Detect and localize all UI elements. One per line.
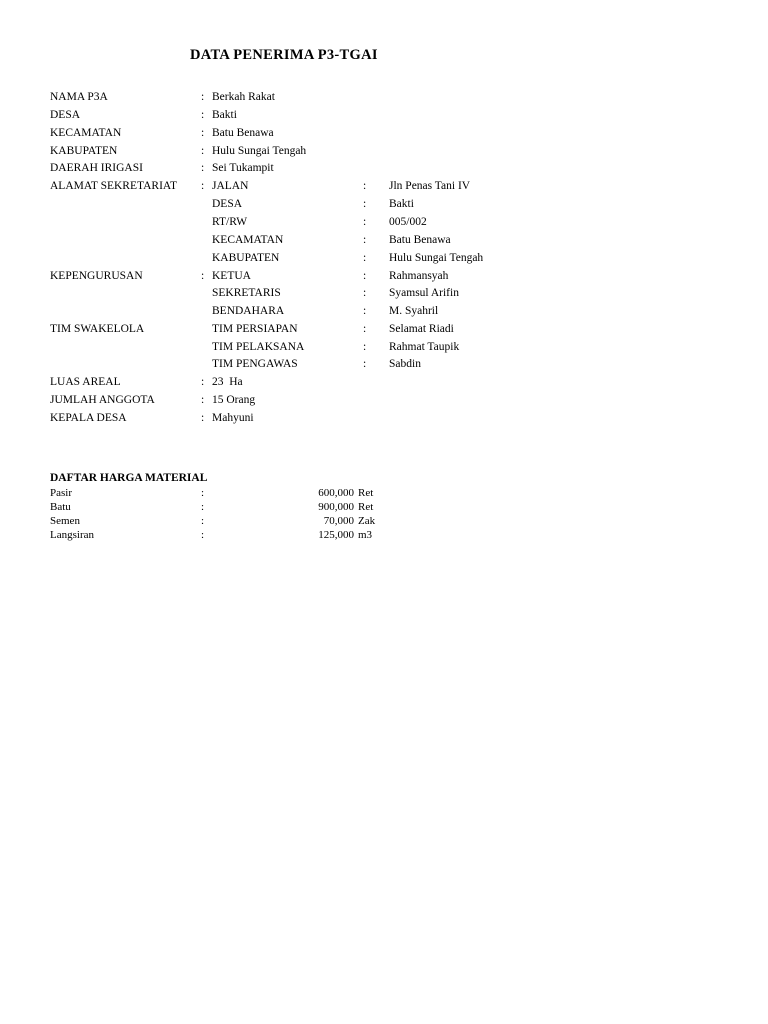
sub-value: M. Syahril [389,305,439,317]
separator: : [363,323,367,335]
separator: : [363,234,367,246]
info-row-tim-pengawas [0,358,768,376]
info-row-kabupaten [0,145,768,163]
info-row-desa [0,109,768,127]
sub-label: KECAMATAN [212,234,284,246]
material-unit: Ret [358,487,374,499]
info-row-alamat-rtrw [0,216,768,234]
separator: : [363,180,367,192]
field-label: KECAMATAN [50,127,122,139]
material-unit: Ret [358,501,374,513]
field-value: Berkah Rakat [212,91,275,103]
field-label: JUMLAH ANGGOTA [50,394,155,406]
sub-label: TIM PENGAWAS [212,358,298,370]
sub-value: Sabdin [389,358,421,370]
sub-value: Jln Penas Tani IV [389,180,471,192]
field-label: DAERAH IRIGASI [50,162,143,174]
info-row-jumlah-anggota [0,394,768,412]
field-value: Mahyuni [212,412,254,424]
separator: : [201,515,205,527]
material-unit: Zak [358,515,376,527]
separator: : [201,162,205,174]
material-price: 70,000 [323,515,354,527]
separator: : [201,91,205,103]
separator: : [201,487,205,499]
sub-label: KABUPATEN [212,252,280,264]
material-row [0,487,768,501]
material-name: Pasir [50,487,72,499]
sub-value: Rahmansyah [389,270,449,282]
info-row-kecamatan [0,127,768,145]
separator: : [201,394,205,406]
sub-value: Hulu Sungai Tengah [389,252,484,264]
separator: : [201,109,205,121]
sub-label: JALAN [212,180,249,192]
separator: : [201,145,205,157]
info-row-daerah-irigasi [0,162,768,180]
sub-value: Syamsul Arifin [389,287,459,299]
separator: : [363,270,367,282]
sub-label: DESA [212,198,243,210]
info-row-sekretaris [0,287,768,305]
sub-label: BENDAHARA [212,305,285,317]
separator: : [363,305,367,317]
sub-label: TIM PELAKSANA [212,341,305,353]
info-row-alamat-kecamatan [0,234,768,252]
info-row-bendahara [0,305,768,323]
info-row-kepengurusan-ketua [0,270,768,288]
field-label: KABUPATEN [50,145,118,157]
info-row-kepala-desa [0,412,768,430]
field-value: Hulu Sungai Tengah [212,145,307,157]
field-value: 23 Ha [212,376,243,388]
material-price: 600,000 [318,487,354,499]
info-row-tim-persiapan [0,323,768,341]
field-value: 15 Orang [212,394,256,406]
sub-value: Rahmat Taupik [389,341,460,353]
field-value: Batu Benawa [212,127,274,139]
info-row-tim-pelaksana [0,341,768,359]
material-name: Batu [50,501,71,513]
material-row [0,529,768,543]
material-row [0,515,768,529]
sub-label: TIM PERSIAPAN [212,323,298,335]
info-row-nama-p3a [0,91,768,109]
field-label: ALAMAT SEKRETARIAT [50,180,177,192]
field-label: KEPALA DESA [50,412,127,424]
material-name: Langsiran [50,529,94,541]
materials-section-title: DAFTAR HARGA MATERIAL [50,472,208,484]
separator: : [201,127,205,139]
sub-value: Selamat Riadi [389,323,454,335]
separator: : [201,180,205,192]
page-title: DATA PENERIMA P3-TGAI [190,47,378,63]
sub-label: SEKRETARIS [212,287,281,299]
sub-label: KETUA [212,270,251,282]
material-price: 900,000 [318,501,354,513]
field-value: Bakti [212,109,237,121]
separator: : [363,198,367,210]
separator: : [201,412,205,424]
field-label: NAMA P3A [50,91,108,103]
material-row [0,501,768,515]
separator: : [363,287,367,299]
separator: : [363,358,367,370]
separator: : [201,529,205,541]
field-label: TIM SWAKELOLA [50,323,145,335]
separator: : [363,252,367,264]
info-row-alamat-kabupaten [0,252,768,270]
material-price: 125,000 [318,529,354,541]
separator: : [363,216,367,228]
field-label: LUAS AREAL [50,376,121,388]
separator: : [201,270,205,282]
material-unit: m3 [358,529,373,541]
sub-label: RT/RW [212,216,248,228]
sub-value: 005/002 [389,216,427,228]
material-name: Semen [50,515,80,527]
field-value: Sei Tukampit [212,162,274,174]
separator: : [201,501,205,513]
separator: : [201,376,205,388]
field-label: DESA [50,109,81,121]
separator: : [363,341,367,353]
info-row-alamat-desa [0,198,768,216]
sub-value: Batu Benawa [389,234,451,246]
info-row-luas-areal [0,376,768,394]
field-label: KEPENGURUSAN [50,270,143,282]
sub-value: Bakti [389,198,414,210]
info-row-alamat-jalan [0,180,768,198]
